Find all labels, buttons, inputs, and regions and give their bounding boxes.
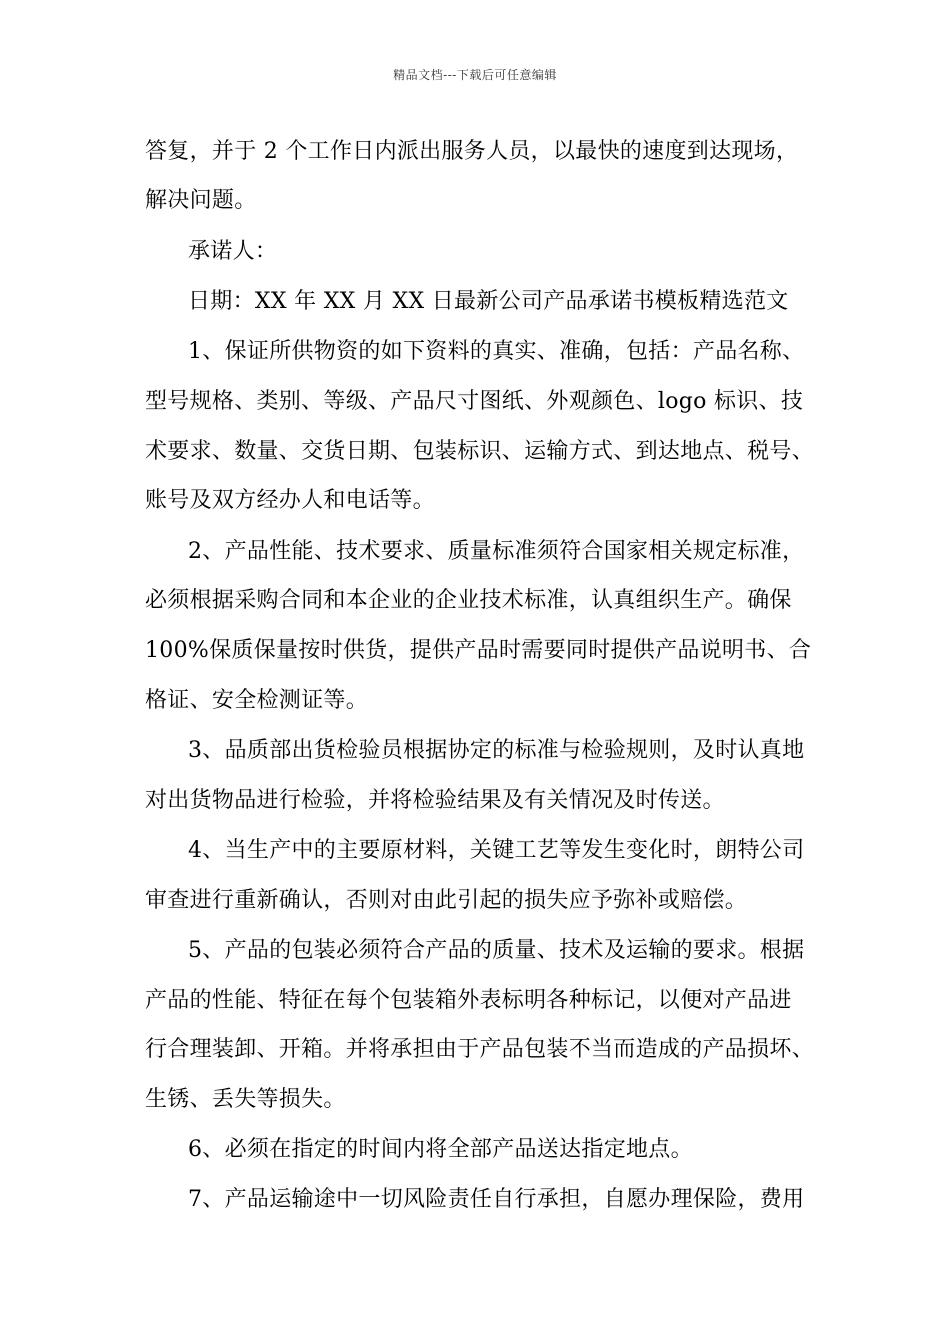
- clause-3-line: 3、品质部出货检验员根据协定的标准与检验规则，及时认真地: [188, 738, 805, 763]
- clause-5-line: 5、产品的包装必须符合产品的质量、技术及运输的要求。根据: [188, 938, 805, 963]
- text-line: 答复，并于 2 个工作日内派出服务人员，以最快的速度到达现场，: [145, 139, 799, 164]
- clause-2-line: 必须根据采购合同和本企业的企业技术标准，认真组织生产。确保: [145, 588, 792, 613]
- clause-3-line: 对出货物品进行检验，并将检验结果及有关情况及时传送。: [145, 788, 725, 813]
- clause-1-line: 术要求、数量、交货日期、包装标识、运输方式、到达地点、税号、: [145, 439, 815, 464]
- page-header: 精品文档---下载后可任意编辑: [393, 68, 557, 82]
- clause-6-line: 6、必须在指定的时间内将全部产品送达指定地点。: [188, 1137, 693, 1162]
- clause-4-line: 审查进行重新确认，否则对由此引起的损失应予弥补或赔偿。: [145, 888, 748, 913]
- clause-7-line: 7、产品运输途中一切风险责任自行承担，自愿办理保险，费用: [188, 1187, 805, 1212]
- clause-2-line: 2、产品性能、技术要求、质量标准须符合国家相关规定标准，: [188, 539, 805, 564]
- clause-5-line: 产品的性能、特征在每个包装箱外表标明各种标记，以便对产品进: [145, 988, 792, 1013]
- clause-1-line: 账号及双方经办人和电话等。: [145, 488, 435, 513]
- clause-1-line: 型号规格、类别、等级、产品尺寸图纸、外观颜色、logo 标识、技: [145, 389, 804, 414]
- clause-2-line: 格证、安全检测证等。: [145, 688, 369, 713]
- clause-5-line: 行合理装卸、开箱。并将承担由于产品包装不当而造成的产品损坏、: [145, 1037, 815, 1062]
- signatory-label: 承诺人：: [188, 239, 278, 264]
- clause-4-line: 4、当生产中的主要原材料，关键工艺等发生变化时，朗特公司: [188, 838, 805, 863]
- text-line: 解决问题。: [145, 188, 257, 213]
- clause-5-line: 生锈、丢失等损失。: [145, 1087, 346, 1112]
- clause-1-line: 1、保证所供物资的如下资料的真实、准确，包括：产品名称、: [188, 339, 805, 364]
- date-line: 日期：XX 年 XX 月 XX 日最新公司产品承诺书模板精选范文: [188, 289, 789, 314]
- clause-2-line: 100%保质保量按时供货，提供产品时需要同时提供产品说明书、合: [145, 638, 812, 663]
